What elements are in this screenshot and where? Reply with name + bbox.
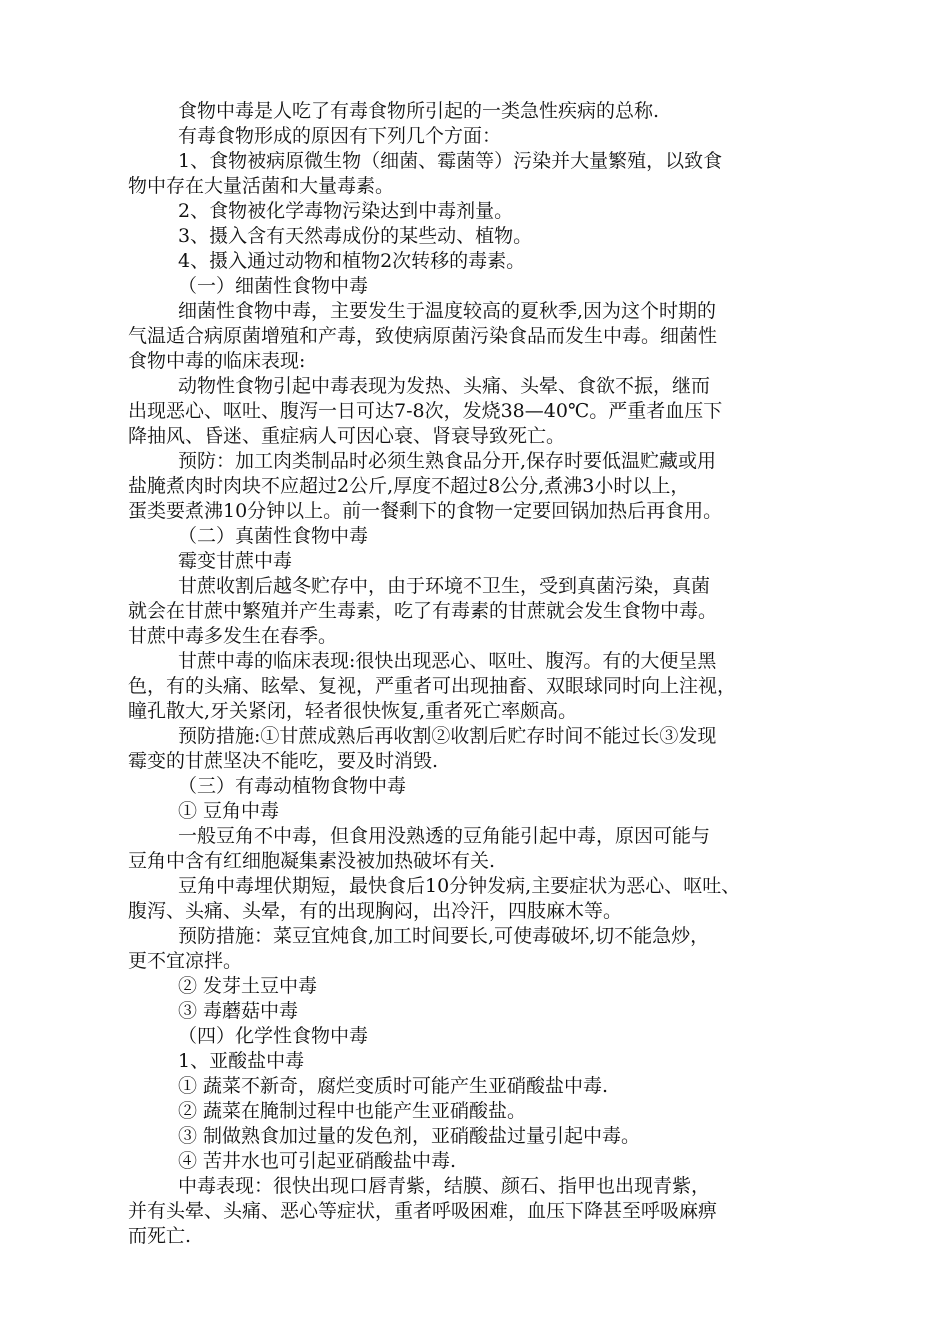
text-line: 1、食物被病原微生物（细菌、霉菌等）污染并大量繁殖，以致食 xyxy=(178,150,723,172)
text-line: 盐腌煮肉时肉块不应超过2公斤,厚度不超过8公分,煮沸3小时以上， xyxy=(128,475,690,497)
text-line: ② 发芽土豆中毒 xyxy=(178,975,318,997)
text-line: 腹泻、头痛、头晕，有的出现胸闷，出冷汗，四肢麻木等。 xyxy=(128,900,623,922)
text-line: 而死亡. xyxy=(128,1225,192,1247)
text-line: 动物性食物引起中毒表现为发热、头痛、头晕、食欲不振，继而 xyxy=(178,375,711,397)
text-line: 蛋类要煮沸10分钟以上。前一餐剩下的食物一定要回锅加热后再食用。 xyxy=(128,500,723,522)
text-line: 食物中毒是人吃了有毒食物所引起的一类急性疾病的总称. xyxy=(178,100,660,122)
text-line: ② 蔬菜在腌制过程中也能产生亚硝酸盐。 xyxy=(178,1100,527,1122)
text-line: 更不宜凉拌。 xyxy=(128,950,243,972)
text-line: ③ 毒蘑菇中毒 xyxy=(178,1000,299,1022)
text-line: ① 蔬菜不新奇，腐烂变质时可能产生亚硝酸盐中毒. xyxy=(178,1075,609,1097)
text-line: 并有头晕、头痛、恶心等症状，重者呼吸困难，血压下降甚至呼吸麻痹 xyxy=(128,1200,718,1222)
text-line: ③ 制做熟食加过量的发色剂，亚硝酸盐过量引起中毒。 xyxy=(178,1125,641,1147)
text-line: 豆角中毒埋伏期短，最快食后10分钟发病,主要症状为恶心、呕吐、 xyxy=(178,875,741,897)
text-line: 出现恶心、呕吐、腹泻一日可达7-8次，发烧38—40℃。严重者血压下 xyxy=(128,400,723,422)
text-line: 预防措施：菜豆宜炖食,加工时间要长,可使毒破坏,切不能急炒， xyxy=(178,925,710,947)
text-line: 就会在甘蔗中繁殖并产生毒素，吃了有毒素的甘蔗就会发生食物中毒。 xyxy=(128,600,718,622)
text-line: 4、摄入通过动物和植物2次转移的毒素。 xyxy=(178,250,526,272)
text-line: 豆角中含有红细胞凝集素没被加热破坏有关. xyxy=(128,850,496,872)
section-heading: （四）化学性食物中毒 xyxy=(178,1025,369,1047)
text-line: 霉变甘蔗中毒 xyxy=(178,550,293,572)
text-line: 预防：加工肉类制品时必须生熟食品分开,保存时要低温贮藏或用 xyxy=(178,450,717,472)
text-line: 甘蔗中毒的临床表现:很快出现恶心、呕吐、腹泻。有的大便呈黑 xyxy=(178,650,717,672)
text-line: 气温适合病原菌增殖和产毒，致使病原菌污染食品而发生中毒。细菌性 xyxy=(128,325,718,347)
text-line: 霉变的甘蔗坚决不能吃，要及时消毁. xyxy=(128,750,439,772)
text-line: 食物中毒的临床表现: xyxy=(128,350,306,372)
text-line: 预防措施:①甘蔗成熟后再收割②收割后贮存时间不能过长③发现 xyxy=(178,725,717,747)
text-line: 甘蔗中毒多发生在春季。 xyxy=(128,625,338,647)
text-line: 1、亚酸盐中毒 xyxy=(178,1050,305,1072)
text-line: ④ 苦井水也可引起亚硝酸盐中毒. xyxy=(178,1150,457,1172)
text-line: 3、摄入含有天然毒成份的某些动、植物。 xyxy=(178,225,533,247)
text-line: 一般豆角不中毒，但食用没熟透的豆角能引起中毒，原因可能与 xyxy=(178,825,711,847)
text-line: ① 豆角中毒 xyxy=(178,800,280,822)
text-line: 细菌性食物中毒，主要发生于温度较高的夏秋季,因为这个时期的 xyxy=(178,300,717,322)
text-line: 2、食物被化学毒物污染达到中毒剂量。 xyxy=(178,200,514,222)
section-heading: （三）有毒动植物食物中毒 xyxy=(178,775,407,797)
section-heading: （二）真菌性食物中毒 xyxy=(178,525,369,547)
text-line: 甘蔗收割后越冬贮存中，由于环境不卫生，受到真菌污染，真菌 xyxy=(178,575,711,597)
text-line: 瞳孔散大,牙关紧闭，轻者很快恢复,重者死亡率颇高。 xyxy=(128,700,578,722)
text-line: 物中存在大量活菌和大量毒素。 xyxy=(128,175,395,197)
text-line: 有毒食物形成的原因有下列几个方面： xyxy=(178,125,502,147)
section-heading: （一）细菌性食物中毒 xyxy=(178,275,369,297)
text-line: 降抽风、昏迷、重症病人可因心衰、肾衰导致死亡。 xyxy=(128,425,566,447)
text-line: 中毒表现：很快出现口唇青紫，结膜、颜石、指甲也出现青紫， xyxy=(178,1175,711,1197)
text-line: 色，有的头痛、眩晕、复视，严重者可出现抽畜、双眼球同时向上注视， xyxy=(128,675,737,697)
